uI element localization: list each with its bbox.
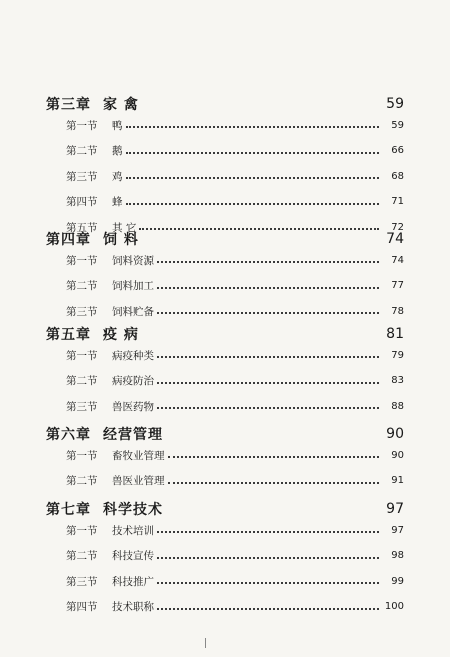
chapter-heading [46, 230, 404, 248]
section-page-number: 99 [391, 575, 404, 587]
toc-section-entry [66, 573, 404, 589]
section-page-number: 90 [391, 449, 404, 461]
section-title: 病疫防治 [112, 375, 154, 387]
section-title: 鹅 [112, 145, 123, 157]
chapter-heading [46, 325, 404, 343]
section-number: 第一节 [66, 449, 98, 462]
dot-leader [157, 312, 379, 314]
toc-section-entry [66, 117, 404, 133]
chapter-title-group [46, 94, 139, 114]
section-number: 第二节 [66, 145, 98, 157]
dot-leader [157, 261, 379, 263]
chapter-heading [46, 500, 404, 518]
toc-section-entry [66, 398, 404, 414]
section-number: 第四节 [66, 196, 98, 208]
chapter-number: 第七章 [46, 502, 91, 518]
section-number: 第二节 [66, 475, 98, 487]
chapter-title-group [46, 499, 163, 519]
section-number: 第一节 [66, 254, 98, 267]
section-page-number: 98 [391, 550, 404, 561]
chapter-number: 第三章 [46, 97, 91, 113]
dot-leader [157, 382, 379, 384]
section-title: 兽医业管理 [112, 475, 165, 487]
dot-leader [157, 582, 379, 584]
chapter-title: 经营管理 [103, 427, 163, 443]
dot-leader [168, 456, 380, 458]
toc-section-entry [66, 447, 404, 463]
section-number: 第一节 [66, 524, 98, 537]
chapter-number: 第四章 [46, 232, 91, 248]
chapter-title-group [46, 324, 139, 344]
toc-section-entry [66, 522, 404, 538]
dot-leader [157, 557, 379, 559]
section-number: 第五节 [66, 221, 98, 234]
chapter-page-number: 74 [386, 231, 404, 247]
chapter-title-group [46, 424, 163, 444]
dot-leader [157, 608, 379, 610]
section-page-number: 59 [391, 119, 404, 131]
section-page-number: 72 [391, 221, 404, 233]
chapter-number: 第五章 [46, 327, 91, 343]
section-page-number: 91 [391, 475, 404, 486]
section-number: 第二节 [66, 550, 98, 562]
section-title: 蜂 [112, 196, 123, 208]
section-page-number: 97 [391, 524, 404, 536]
section-page-number: 74 [391, 254, 404, 266]
toc-section-entry [66, 473, 404, 489]
section-number: 第三节 [66, 305, 98, 318]
section-page-number: 78 [391, 305, 404, 317]
section-title: 饲料贮备 [112, 305, 154, 318]
section-page-number: 79 [391, 349, 404, 361]
chapter-title: 家 禽 [103, 97, 139, 113]
dot-leader [126, 203, 380, 205]
dot-leader [126, 177, 380, 179]
chapter-page-number: 97 [386, 501, 404, 517]
section-title: 饲料资源 [112, 254, 154, 267]
toc-section-entry [66, 599, 404, 615]
section-title: 技术培训 [112, 524, 154, 537]
dot-leader [157, 356, 379, 358]
toc-section-entry [66, 252, 404, 268]
section-page-number: 77 [391, 280, 404, 291]
chapter-page-number: 81 [386, 326, 404, 342]
dot-leader [126, 152, 380, 154]
toc-section-entry [66, 347, 404, 363]
section-title: 兽医药物 [112, 400, 154, 413]
chapter-title: 科学技术 [103, 502, 163, 518]
section-number: 第二节 [66, 375, 98, 387]
section-page-number: 71 [391, 196, 404, 207]
toc-section-entry [66, 143, 404, 159]
toc-section-entry [66, 194, 404, 210]
toc-section-entry [66, 278, 404, 294]
section-number: 第一节 [66, 349, 98, 362]
toc-section-entry [66, 303, 404, 319]
section-number: 第四节 [66, 601, 98, 613]
chapter-number: 第六章 [46, 427, 91, 443]
chapter-page-number: 90 [386, 426, 404, 442]
section-page-number: 88 [391, 400, 404, 412]
chapter-page-number: 59 [386, 96, 404, 112]
toc-section-entry [66, 373, 404, 389]
section-title: 鸡 [112, 170, 123, 183]
toc-section-entry [66, 168, 404, 184]
section-page-number: 66 [391, 145, 404, 156]
section-title: 科技宣传 [112, 550, 154, 562]
section-number: 第三节 [66, 170, 98, 183]
section-page-number: 100 [384, 601, 404, 612]
chapter-title: 饲 料 [103, 232, 139, 248]
toc-section-entry [66, 548, 404, 564]
section-title: 饲料加工 [112, 280, 154, 292]
section-title: 技术职称 [112, 601, 154, 613]
page-mark [205, 638, 206, 648]
section-page-number: 68 [391, 170, 404, 182]
section-number: 第三节 [66, 400, 98, 413]
dot-leader [157, 407, 379, 409]
chapter-heading [46, 425, 404, 443]
dot-leader [168, 482, 380, 484]
section-title: 畜牧业管理 [112, 449, 165, 462]
section-number: 第三节 [66, 575, 98, 588]
chapter-heading [46, 95, 404, 113]
section-page-number: 83 [391, 375, 404, 386]
chapter-title-group [46, 229, 139, 249]
section-number: 第二节 [66, 280, 98, 292]
dot-leader [157, 531, 379, 533]
chapter-title: 疫 病 [103, 327, 139, 343]
dot-leader [126, 126, 380, 128]
dot-leader [157, 287, 379, 289]
section-title: 鸭 [112, 119, 123, 132]
section-title: 其 它 [112, 221, 137, 234]
section-number: 第一节 [66, 119, 98, 132]
section-title: 科技推广 [112, 575, 154, 588]
section-title: 病疫种类 [112, 349, 154, 362]
